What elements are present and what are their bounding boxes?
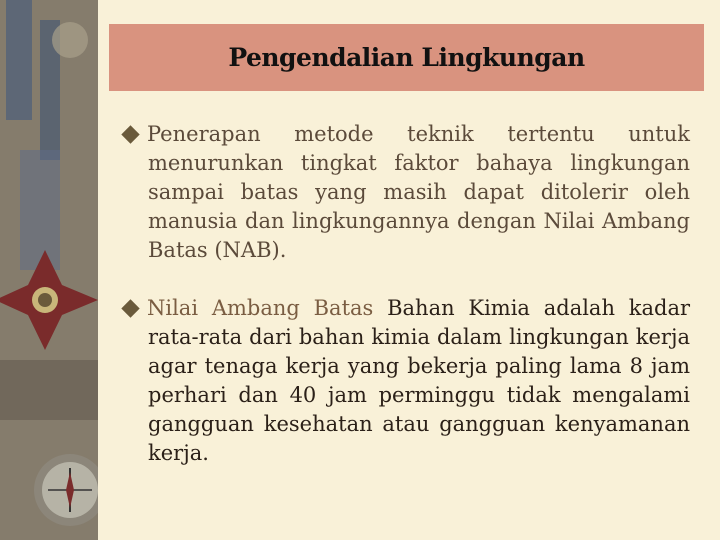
bullet-item-1: [120, 120, 690, 265]
bullet-2-text: Bahan Kimia adalah kadar rata-rata dari bahan kimia dalam lingkungan kerja agar tenaga kerja yang bekerja paling lama 8 jam perhari dan 40 jam perminggu tidak mengalami gangguan kesehatan atau gangguan kenyamanan kerja.: [148, 296, 690, 465]
medals-illustration: [0, 0, 98, 540]
bullet-2-lead: Nilai Ambang Batas: [147, 296, 374, 320]
bullet-item-2: [120, 294, 690, 468]
title-bar: [109, 24, 704, 91]
diamond-bullet-icon: [121, 299, 139, 317]
bullet-1-text: Penerapan metode teknik tertentu untuk menurunkan tingkat faktor bahaya lingkungan sampai batas yang masih dapat ditolerir oleh manusia dan lingkungannya dengan Nilai Ambang Batas (NAB).: [147, 122, 690, 262]
slide-title: Pengendalian Lingkungan: [228, 43, 585, 72]
diamond-bullet-icon: [121, 125, 139, 143]
decorative-medals-image: [0, 0, 98, 540]
